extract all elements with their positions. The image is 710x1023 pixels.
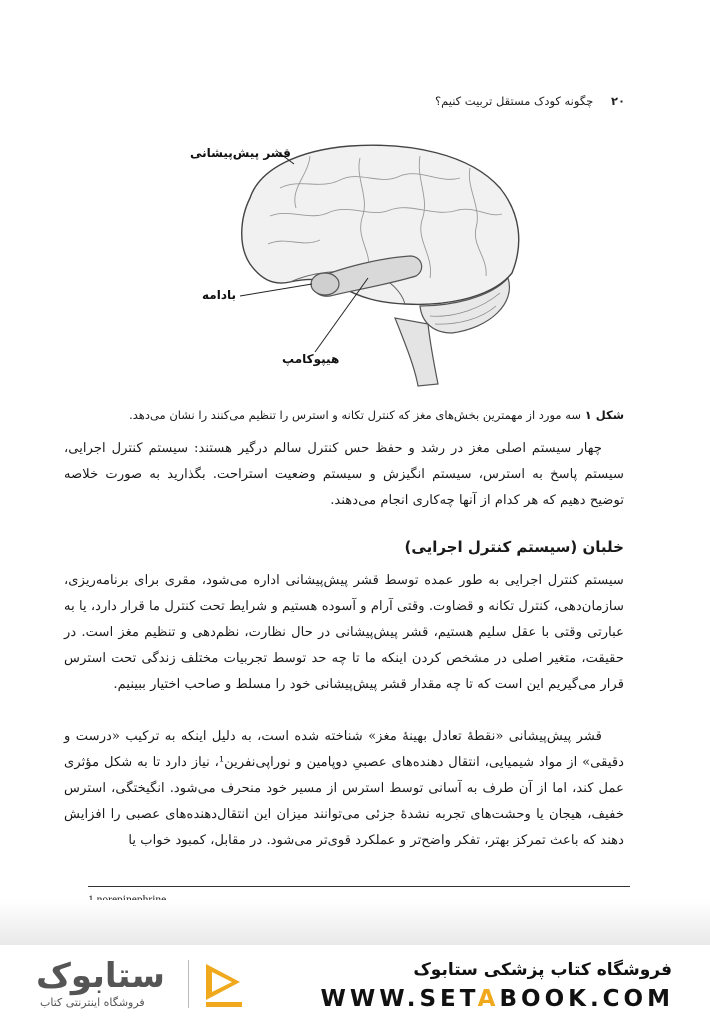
brain-figure	[190, 128, 530, 390]
page-shadow	[0, 900, 710, 945]
label-amygdala: بادامه	[202, 288, 236, 302]
label-hippocampus: هیپوکامپ	[282, 352, 340, 366]
section-heading: خلبان (سیستم کنترل اجرایی)	[404, 538, 624, 556]
logo-divider	[188, 960, 189, 1008]
book-title: چگونه کودک مستقل تربیت کنیم؟	[434, 94, 594, 108]
paragraph-1: سیستم کنترل اجرایی به طور عمده توسط قشر پیش‌پیشانی اداره می‌شود، مقری برای برنامه‌ریزی، سازمان‌دهی، کنترل تکانه و قضاوت. وقتی آرام و آسوده هستیم و شرایط تحت کنترل ما قرار دارد، یا به عبارتی وقتی با عقل سلیم هستیم، قشر پیش‌پیشانی در حال نظارت، نظم‌دهی و تنظیم مغز است. در حقیقت، متغیر اصلی در مشخص کردن اینکه ما تا چه حد توسط تجربیات مختلف زندگی تحت استرس قرار می‌گیریم این است که تا چه مقدار قشر پیش‌پیشانی خود را مسلط و صاحب اختیار ببینیم.	[64, 573, 624, 692]
brain-illustration	[190, 128, 530, 390]
logo-tagline: فروشگاه اینترنتی کتاب	[40, 996, 145, 1009]
url-part-1: WWW.SET	[320, 986, 478, 1012]
url-accent: A	[477, 986, 500, 1012]
store-url[interactable]	[321, 986, 674, 1012]
intro-paragraph: چهار سیستم اصلی مغز در رشد و حفظ حس کنترل سالم درگیر هستند: سیستم کنترل اجرایی، سیستم پاسخ به استرس، سیستم انگیزش و سیستم وضعیت استراحت. بگذارید به صورت خلاصه توضیح دهیم که هر کدام از آنها چه‌کاری انجام می‌دهند.	[64, 441, 624, 508]
caption-label: شکل ۱	[584, 408, 624, 422]
paragraph-2: قشر پیش‌پیشانی «نقطهٔ تعادل بهینهٔ مغز» شناخته شده است، به دلیل اینکه به ترکیب «درست و دقیقی» از مواد شیمیایی، انتقال دهنده‌های عصبیِ دوپامین و نوراپی‌نفرین¹، نیاز دارد تا به شکل مؤثری عمل کند، اما از آن طرف به آسانی توسط استرس از مسیر خود منحرف می‌شود. انگیختگی، استرس خفیف، هیجان یا وحشت‌های تجربه نشدهٔ جزئی می‌توانند میزان این انتقال‌دهنده‌های عصبی را افزایش دهند که باعث تمرکز بهتر، تفکر واضح‌تر و عملکرد قوی‌تر می‌شود. در مقابل، کمبود خواب یا	[64, 729, 624, 848]
footnote-divider	[88, 886, 630, 887]
caption-text: سه مورد از مهمترین بخش‌های مغز که کنترل تکانه و استرس را تنظیم می‌کنند را نشان می‌دهد.	[129, 408, 585, 422]
figure-caption	[64, 408, 624, 422]
page-number: ۲۰	[610, 94, 625, 108]
logo-word: ستابوک	[36, 956, 165, 996]
url-part-2: BOOK.COM	[499, 986, 674, 1012]
running-header	[435, 94, 625, 108]
store-name: فروشگاه کتاب پزشکی ستابوک	[413, 960, 672, 980]
label-prefrontal-cortex: قشر پیش‌پیشانی	[190, 146, 291, 160]
